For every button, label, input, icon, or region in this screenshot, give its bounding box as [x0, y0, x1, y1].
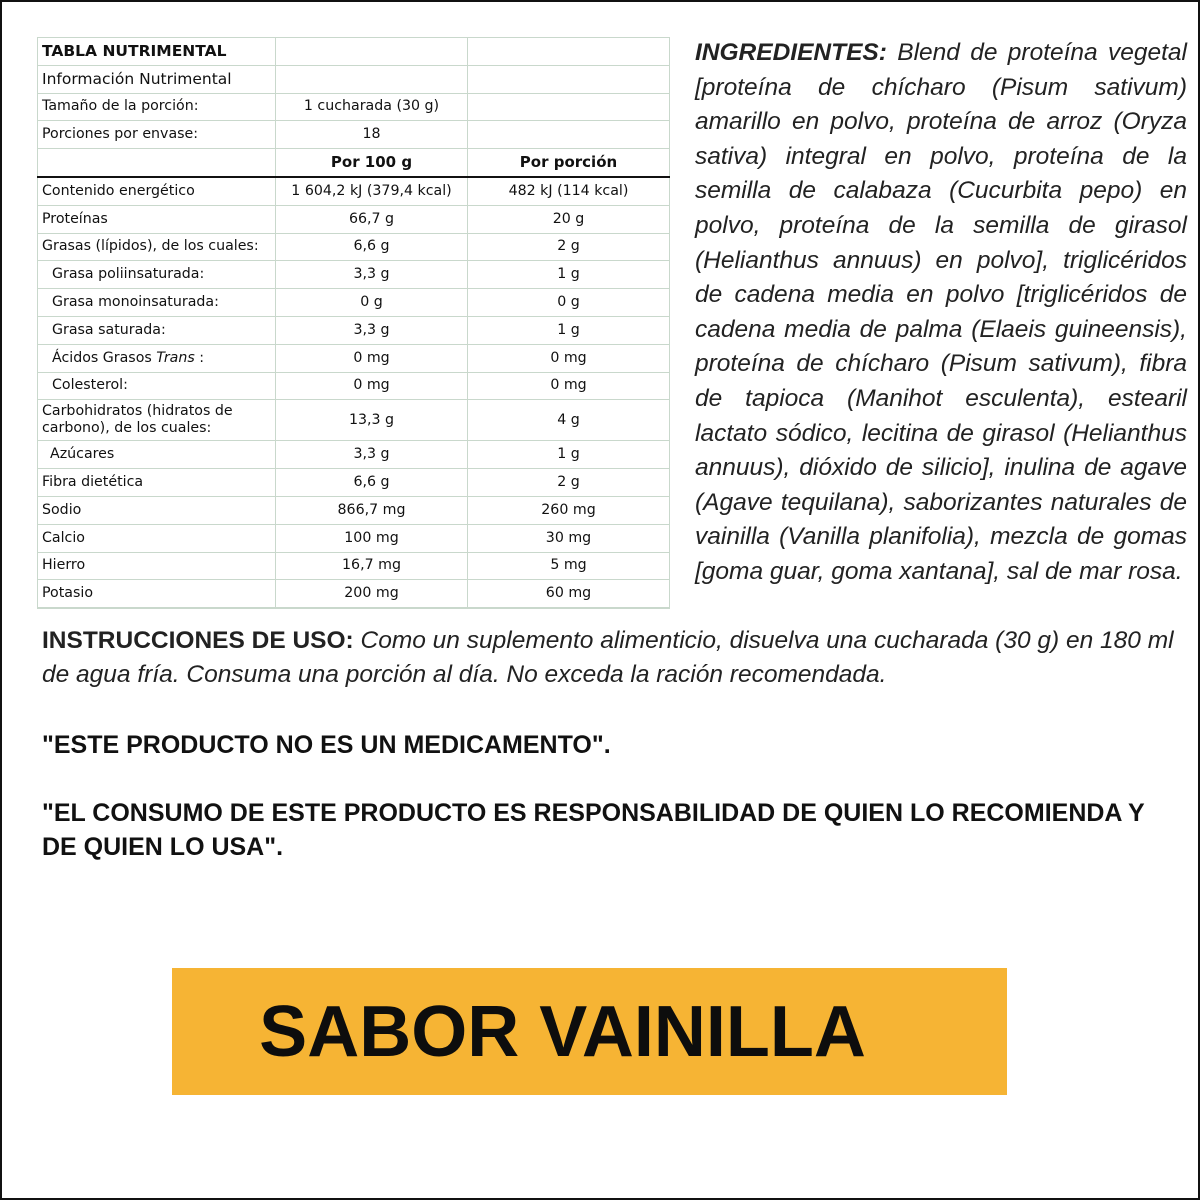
table-row [38, 177, 670, 205]
nutrient-per-serving: 260 mg [468, 496, 670, 524]
nutrient-label [38, 344, 276, 372]
ingredients-text: Blend de proteína vegetal [proteína de chícharo (Pisum sativum) amarillo en polvo, proteína de arroz (Oryza sativa) integral en polvo, proteína de la semilla de calabaza (Cucurbita pepo) en polvo, proteína de la semilla de girasol (Helianthus annuus) en polvo], triglicéridos de cadena media en polvo [triglicéridos de cadena media de palma (Elaeis guineensis), proteína de chícharo (Pisum sativum), fibra de tapioca (Manihot esculenta), estearil lactato sódico, lecitina de girasol (Helianthus annuus), dióxido de silicio], inulina de agave (Agave tequilana), saborizantes naturales de vainilla (Vanilla planifolia), mezcla de gomas [goma guar, goma xantana], sal de mar rosa. [695, 39, 1187, 585]
ingredients-block [695, 36, 1187, 590]
table-row [38, 261, 670, 289]
nutrient-per-serving: 1 g [468, 261, 670, 289]
nutrition-table-subtitle: Información Nutrimental [38, 65, 276, 93]
nutrient-per-serving: 0 mg [468, 372, 670, 400]
notice-not-medicine: "ESTE PRODUCTO NO ES UN MEDICAMENTO". [42, 731, 611, 759]
nutrient-per-serving: 2 g [468, 469, 670, 497]
table-row [38, 552, 670, 580]
nutrient-label: Calcio [38, 524, 276, 552]
nutrient-per-100g: 100 mg [276, 524, 468, 552]
nutrient-per-100g: 6,6 g [276, 233, 468, 261]
table-row [38, 65, 670, 93]
nutrient-per-100g: 13,3 g [276, 400, 468, 441]
nutrient-per-100g: 3,3 g [276, 316, 468, 344]
column-header-per-100g: Por 100 g [276, 149, 468, 177]
table-row [38, 580, 670, 608]
trans-fat-label-prefix: Ácidos Grasos [52, 349, 157, 366]
table-row [38, 38, 670, 66]
nutrient-per-serving: 5 mg [468, 552, 670, 580]
instructions-block [42, 624, 1182, 692]
nutrient-per-100g: 16,7 mg [276, 552, 468, 580]
nutrient-per-serving: 60 mg [468, 580, 670, 608]
table-row [38, 93, 670, 121]
table-row [38, 496, 670, 524]
nutrient-label: Grasa saturada: [38, 316, 276, 344]
table-row [38, 344, 670, 372]
nutrient-per-serving: 1 g [468, 316, 670, 344]
nutrient-label: Colesterol: [38, 372, 276, 400]
nutrient-per-100g: 0 mg [276, 344, 468, 372]
nutrient-label: Carbohidratos (hidratos de carbono), de los cuales: [38, 400, 276, 441]
nutrient-per-serving: 2 g [468, 233, 670, 261]
nutrient-label: Azúcares [38, 441, 276, 469]
servings-label: Porciones por envase: [38, 121, 276, 149]
flavor-label: SABOR VAINILLA [259, 991, 866, 1072]
table-row [38, 469, 670, 497]
serving-size-label: Tamaño de la porción: [38, 93, 276, 121]
nutrient-label: Sodio [38, 496, 276, 524]
table-row [38, 205, 670, 233]
nutrient-per-100g: 200 mg [276, 580, 468, 608]
table-header-row [38, 149, 670, 177]
nutrient-per-100g: 1 604,2 kJ (379,4 kcal) [276, 177, 468, 205]
nutrient-per-serving: 482 kJ (114 kcal) [468, 177, 670, 205]
table-row [38, 441, 670, 469]
nutrient-per-serving: 0 mg [468, 344, 670, 372]
table-row [38, 233, 670, 261]
nutrient-label: Contenido energético [38, 177, 276, 205]
nutrient-per-serving: 0 g [468, 289, 670, 317]
nutrient-per-100g: 66,7 g [276, 205, 468, 233]
nutrient-per-100g: 0 mg [276, 372, 468, 400]
nutrient-per-serving: 30 mg [468, 524, 670, 552]
nutrient-label: Fibra dietética [38, 469, 276, 497]
nutrient-label: Grasa poliinsaturada: [38, 261, 276, 289]
nutrient-per-100g: 6,6 g [276, 469, 468, 497]
table-row [38, 121, 670, 149]
nutrition-table [37, 37, 670, 609]
nutrient-per-100g: 866,7 mg [276, 496, 468, 524]
nutrient-per-serving: 1 g [468, 441, 670, 469]
serving-size-value: 1 cucharada (30 g) [276, 93, 468, 121]
nutrient-per-100g: 3,3 g [276, 261, 468, 289]
trans-fat-label-italic: Trans [156, 349, 195, 366]
ingredients-label: INGREDIENTES: [695, 39, 887, 66]
nutrient-per-100g: 0 g [276, 289, 468, 317]
column-header-per-serving: Por porción [468, 149, 670, 177]
instructions-label: INSTRUCCIONES DE USO: [42, 627, 354, 654]
nutrient-label: Proteínas [38, 205, 276, 233]
instructions-text: Como un suplemento alimenticio, disuelva una cucharada (30 g) en 180 ml de agua fría. Consuma una porción al día. No exceda la ración recomendada. [42, 627, 1174, 688]
trans-fat-label-suffix: : [194, 349, 205, 366]
table-row [38, 289, 670, 317]
nutrient-label: Grasa monoinsaturada: [38, 289, 276, 317]
table-row [38, 372, 670, 400]
table-row [38, 316, 670, 344]
nutrient-label: Grasas (lípidos), de los cuales: [38, 233, 276, 261]
nutrient-per-100g: 3,3 g [276, 441, 468, 469]
nutrient-label: Potasio [38, 580, 276, 608]
flavor-banner [172, 968, 1007, 1095]
table-row [38, 400, 670, 441]
table-row [38, 524, 670, 552]
nutrient-label: Hierro [38, 552, 276, 580]
notice-responsibility: "EL CONSUMO DE ESTE PRODUCTO ES RESPONSABILIDAD DE QUIEN LO RECOMIENDA Y DE QUIEN LO USA". [42, 799, 1145, 861]
nutrient-per-serving: 4 g [468, 400, 670, 441]
servings-value: 18 [276, 121, 468, 149]
nutrient-per-serving: 20 g [468, 205, 670, 233]
nutrition-table-title: TABLA NUTRIMENTAL [38, 38, 276, 66]
